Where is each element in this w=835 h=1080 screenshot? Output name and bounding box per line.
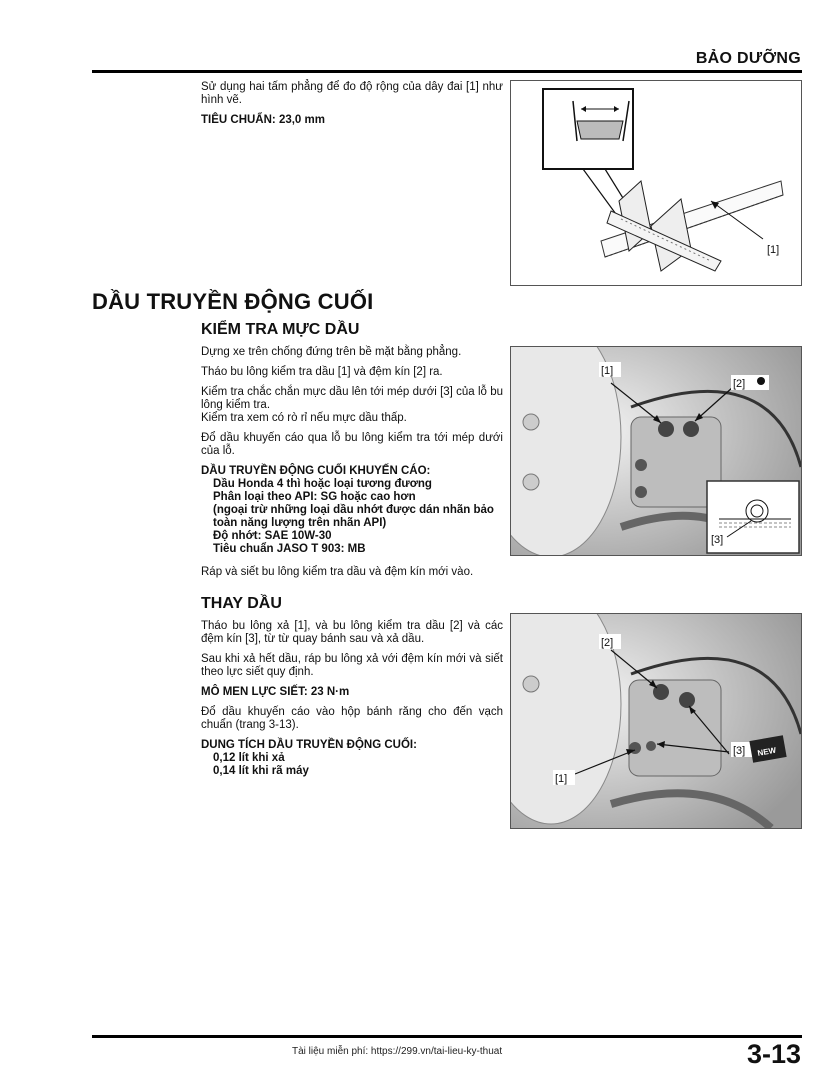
capacity-line: 0,12 lít khi xả — [213, 752, 285, 764]
check-spec-line: Phân loại theo API: SG hoặc cao hơn — [213, 491, 416, 503]
check-callout-3: [3] — [711, 534, 724, 546]
check-oil-figure — [510, 346, 802, 556]
belt-measure-illustration — [511, 81, 801, 285]
check-p5: Ráp và siết bu lông kiểm tra dầu và đệm kín mới vào. — [201, 566, 474, 578]
change-p1: Tháo bu lông xả [1], và bu lông kiểm tra dầu [2] và các đệm kín [3], từ từ quay bánh sau và xả dầu. — [201, 620, 503, 645]
header-rule — [92, 70, 802, 73]
check-spec-line: Độ nhớt: SAE 10W-30 — [213, 530, 332, 542]
check-spec-line: (ngoại trừ những loại dầu nhớt được dán nhãn bảo toàn năng lượng trên nhãn API) — [213, 504, 494, 529]
new-badge-label: NEW — [756, 745, 777, 758]
change-callout-2: [2] — [601, 637, 614, 649]
check-spec-title: DẦU TRUYỀN ĐỘNG CUỐI KHUYẾN CÁO: — [201, 465, 431, 477]
oil-seal-icon — [757, 377, 765, 385]
check-p1: Dựng xe trên chống đứng trên bề mặt bằng phẳng. — [201, 346, 462, 358]
check-p3a: Kiểm tra chắc chắn mực dầu lên tới mép dưới [3] của lỗ bu lông kiểm tra. — [201, 386, 503, 411]
page-number: 3-13 — [746, 1039, 801, 1069]
change-p2: Sau khi xả hết dầu, ráp bu lông xả với đệm kín mới và siết theo lực siết quy định. — [201, 653, 503, 678]
check-callout-2: [2] — [733, 378, 746, 390]
check-p4: Đổ dầu khuyến cáo qua lỗ bu lông kiểm tra tới mép dưới của lỗ. — [201, 432, 503, 457]
check-p2: Tháo bu lông kiểm tra dầu [1] và đệm kín [2] ra. — [201, 366, 443, 378]
change-callout-1: [1] — [555, 773, 568, 785]
capacity-title: DUNG TÍCH DẦU TRUYỀN ĐỘNG CUỐI: — [201, 739, 417, 751]
change-oil-title: THAY DẦU — [201, 595, 282, 612]
belt-standard: TIÊU CHUẨN: 23,0 mm — [201, 114, 325, 126]
check-spec-line: Tiêu chuẩn JASO T 903: MB — [213, 543, 366, 555]
belt-measure-figure — [510, 80, 802, 286]
change-p3: Đổ dầu khuyến cáo vào hộp bánh răng cho đến vạch chuẩn (trang 3-13). — [201, 706, 503, 731]
check-spec-line: Dầu Honda 4 thì hoặc loại tương đương — [213, 478, 432, 490]
belt-instruction: Sử dụng hai tấm phẳng để đo độ rộng của dây đai [1] như hình vẽ. — [201, 81, 503, 106]
change-oil-text-block — [201, 620, 503, 778]
check-oil-title: KIỂM TRA MỰC DẦU — [201, 321, 360, 338]
footer-text: Tài liệu miễn phí: https://299.vn/tai-lieu-ky-thuat — [292, 1046, 503, 1057]
footer-rule — [92, 1035, 802, 1038]
check-p3b: Kiểm tra xem có rò rỉ nếu mực dầu thấp. — [201, 412, 407, 424]
belt-callout-1: [1] — [767, 244, 780, 256]
check-oil-text-block — [201, 346, 503, 586]
change-oil-photo — [511, 614, 801, 828]
change-torque: MÔ MEN LỰC SIẾT: 23 N·m — [201, 686, 350, 698]
final-drive-title: DẦU TRUYỀN ĐỘNG CUỐI — [92, 289, 374, 314]
check-oil-photo — [511, 347, 801, 555]
section-title: BẢO DƯỠNG — [695, 50, 801, 67]
change-callout-3: [3] — [733, 745, 746, 757]
change-oil-figure — [510, 613, 802, 829]
capacity-line: 0,14 lít khi rã máy — [213, 765, 309, 777]
belt-text-block — [201, 81, 503, 134]
check-callout-1: [1] — [601, 365, 614, 377]
